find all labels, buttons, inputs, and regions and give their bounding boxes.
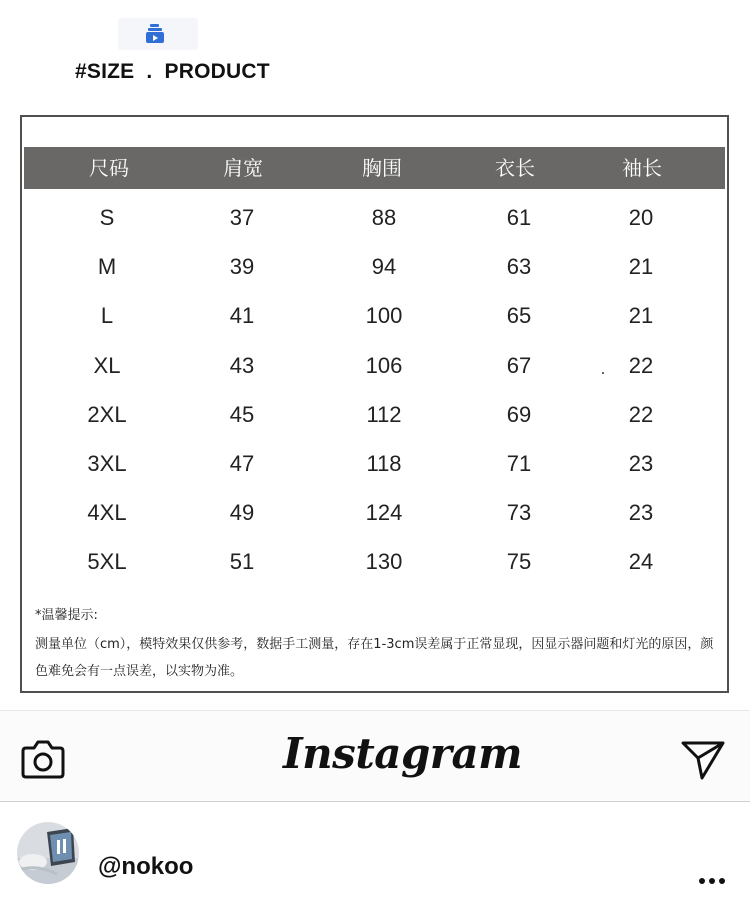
measurement-cell: 65 (506, 303, 532, 328)
size-cell: 2XL (87, 402, 127, 427)
table-row (22, 548, 727, 578)
size-cell: 5XL (87, 549, 127, 574)
table-row (22, 499, 727, 529)
size-chart-table (20, 115, 729, 693)
measurement-cell: 23 (628, 451, 654, 476)
avatar[interactable] (17, 822, 79, 884)
size-cell: L (100, 303, 114, 328)
camera-icon[interactable] (20, 739, 66, 779)
measurement-cell: 41 (229, 303, 255, 328)
measurement-cell: 63 (506, 254, 532, 279)
measurement-cell: 51 (229, 549, 255, 574)
page-title: #SIZE . PRODUCT (75, 60, 270, 83)
measurement-cell: 75 (506, 549, 532, 574)
measurement-cell: 71 (506, 451, 532, 476)
measurement-cell: 100 (365, 303, 403, 328)
measurement-cell: 23 (628, 500, 654, 525)
measurement-cell: 112 (366, 402, 402, 427)
measurement-cell: 124 (365, 500, 403, 525)
measurement-cell: 73 (506, 500, 532, 525)
measurement-cell: 130 (365, 549, 403, 574)
more-horizontal-icon[interactable] (698, 877, 726, 885)
table-row (22, 302, 727, 332)
measurement-cell: 67 (506, 353, 532, 378)
size-cell: M (97, 254, 117, 279)
measurement-cell: 24 (628, 549, 654, 574)
column-header: 袖长 (622, 156, 662, 180)
size-cell: XL (93, 353, 121, 378)
size-notes (35, 607, 725, 685)
measurement-cell: 49 (229, 500, 255, 525)
store-bag-icon (143, 21, 169, 47)
column-header: 尺码 (89, 156, 129, 180)
note-title: *温馨提示: (35, 608, 98, 623)
paper-plane-icon[interactable] (680, 739, 726, 781)
username[interactable]: @nokoo (98, 853, 194, 880)
column-header: 胸围 (362, 156, 402, 180)
table-row (22, 204, 727, 234)
measurement-cell: 21 (628, 254, 654, 279)
column-header: 衣长 (495, 156, 535, 180)
table-row (22, 450, 727, 480)
measurement-cell: 22 (628, 353, 654, 378)
measurement-cell: 37 (229, 205, 255, 230)
instagram-bar (0, 710, 750, 802)
table-header-row (24, 147, 725, 189)
measurement-cell: 43 (229, 353, 255, 378)
measurement-cell: 88 (371, 205, 397, 230)
store-logo (118, 18, 198, 50)
stray-dot (602, 372, 604, 374)
profile-row (0, 820, 750, 900)
measurement-cell: 118 (366, 451, 402, 476)
measurement-cell: 21 (628, 303, 654, 328)
size-cell: 4XL (87, 500, 127, 525)
table-row (22, 401, 727, 431)
measurement-cell: 94 (371, 254, 397, 279)
measurement-cell: 45 (229, 402, 255, 427)
size-cell: 3XL (87, 451, 127, 476)
measurement-cell: 69 (506, 402, 532, 427)
measurement-cell: 22 (628, 402, 654, 427)
note-text: 测量单位（cm），模特效果仅供参考，数据手工测量，存在1-3cm误差属于正常显现，因显示器问题和灯光的原因，颜色难免会有一点误差，以实物为准。 (35, 637, 714, 679)
table-row (22, 352, 727, 382)
table-row (22, 253, 727, 283)
measurement-cell: 20 (628, 205, 654, 230)
measurement-cell: 39 (229, 254, 255, 279)
instagram-wordmark: Instagram (283, 729, 523, 778)
measurement-cell: 47 (229, 451, 255, 476)
size-cell: S (99, 205, 115, 230)
measurement-cell: 61 (506, 205, 532, 230)
column-header: 肩宽 (223, 156, 263, 180)
measurement-cell: 106 (365, 353, 403, 378)
